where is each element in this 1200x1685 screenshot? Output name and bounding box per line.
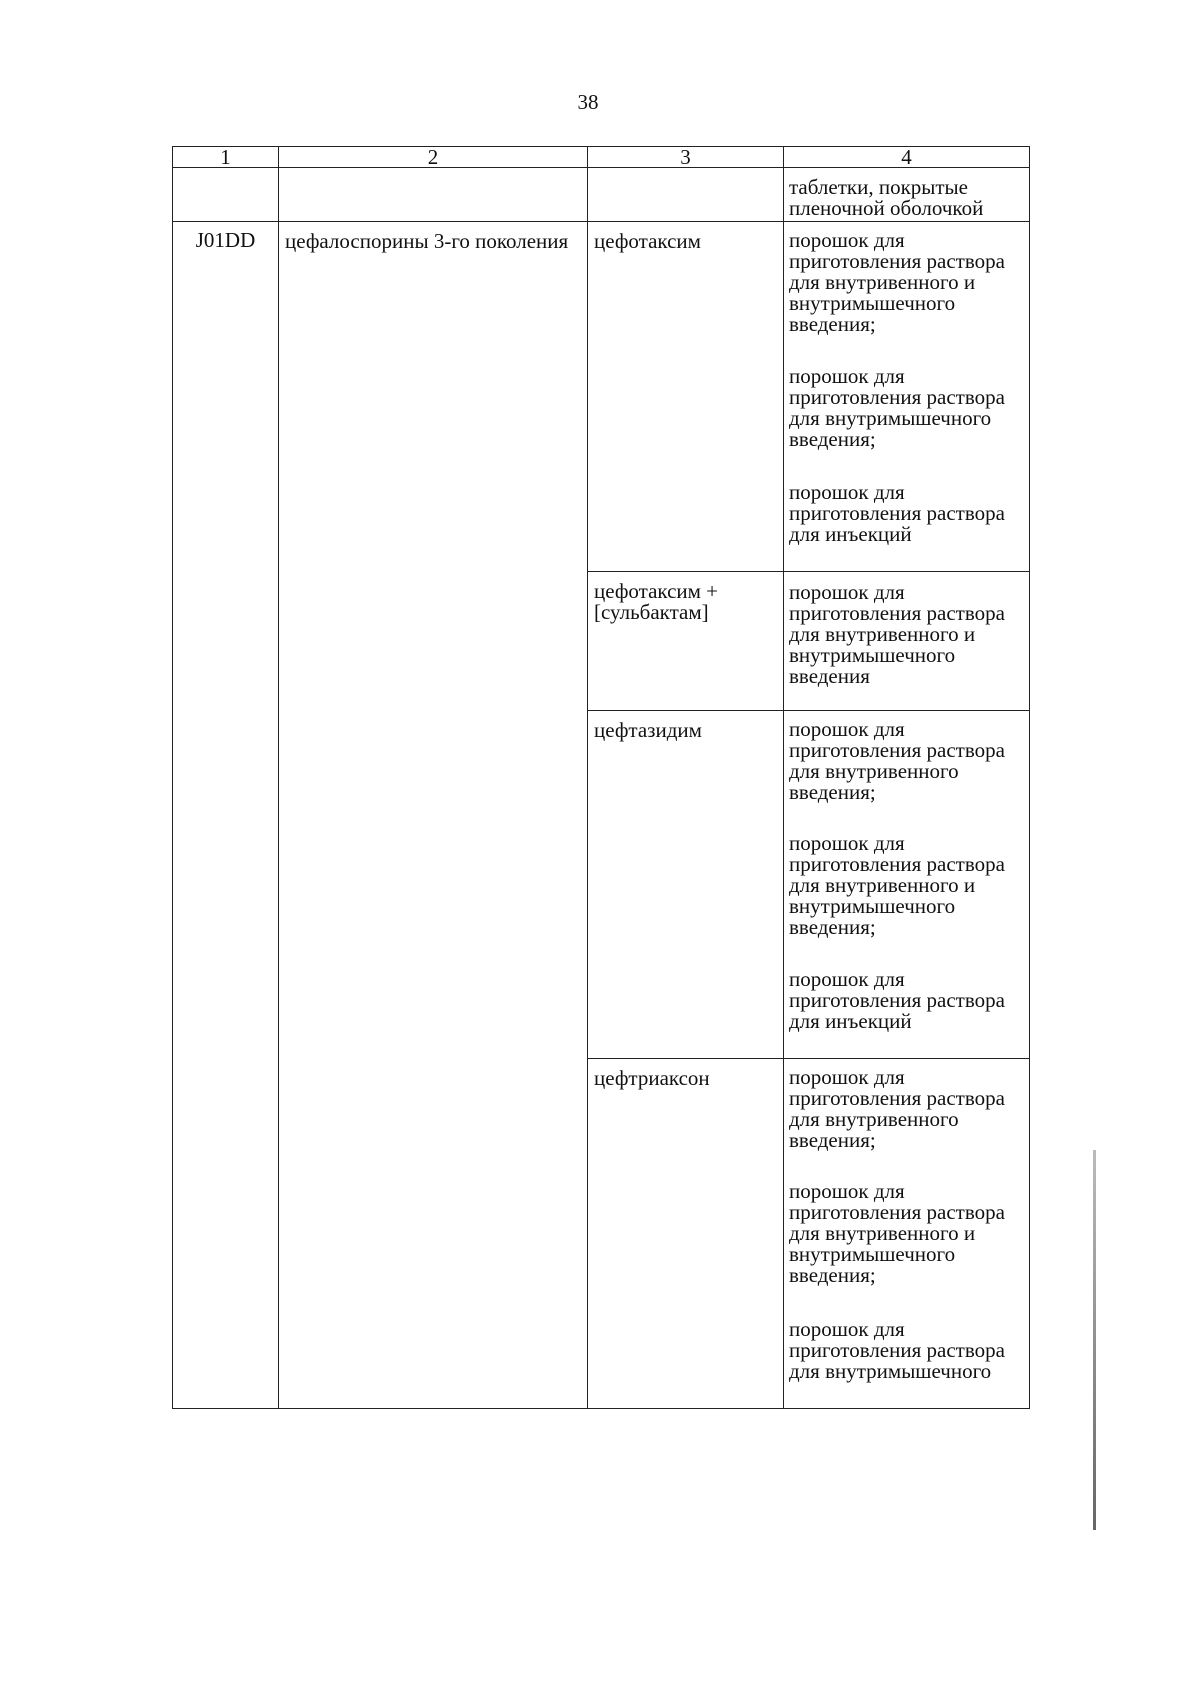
- column-header-4: 4: [784, 147, 1030, 168]
- dosage-form: порошок для приготовления раствора для внутримышечного: [789, 1317, 1005, 1383]
- atc-code: J01DD: [195, 228, 256, 252]
- dosage-form: порошок для приготовления раствора для внутримышечного введения;: [789, 364, 1005, 451]
- dosage-form: порошок для приготовления раствора для инъекций: [789, 480, 1005, 546]
- drug-name: цефотаксим + [сульбактам]: [594, 579, 719, 624]
- dosage-form: порошок для приготовления раствора для внутривенного введения;: [789, 717, 1005, 804]
- column-header-1: 1: [173, 147, 279, 168]
- scan-edge-line: [1093, 1150, 1096, 1530]
- drug-name: цефотаксим: [594, 229, 701, 253]
- column-header-3: 3: [588, 147, 784, 168]
- dosage-form: порошок для приготовления раствора для внутривенного введения;: [789, 1065, 1005, 1152]
- group-name: цефалоспорины 3-го поколения: [285, 229, 569, 253]
- dosage-form: порошок для приготовления раствора для инъекций: [789, 967, 1005, 1033]
- dosage-form: таблетки, покрытые пленочной оболочкой: [789, 175, 984, 220]
- dosage-form: порошок для приготовления раствора для внутривенного и внутримышечного введения;: [789, 831, 1005, 939]
- table-row: [173, 222, 1030, 572]
- dosage-form: порошок для приготовления раствора для внутривенного и внутримышечного введения;: [789, 1179, 1005, 1287]
- dosage-form: порошок для приготовления раствора для внутривенного и внутримышечного введения: [789, 580, 1005, 688]
- header-row: [173, 147, 1030, 168]
- dosage-form: порошок для приготовления раствора для внутривенного и внутримышечного введения;: [789, 228, 1005, 336]
- drug-name: цефтриаксон: [594, 1066, 710, 1090]
- drug-name: цефтазидим: [594, 718, 702, 742]
- page-number: 38: [577, 90, 599, 114]
- column-header-2: 2: [279, 147, 588, 168]
- continuation-row: [173, 168, 1030, 222]
- drug-table: [172, 146, 1030, 1409]
